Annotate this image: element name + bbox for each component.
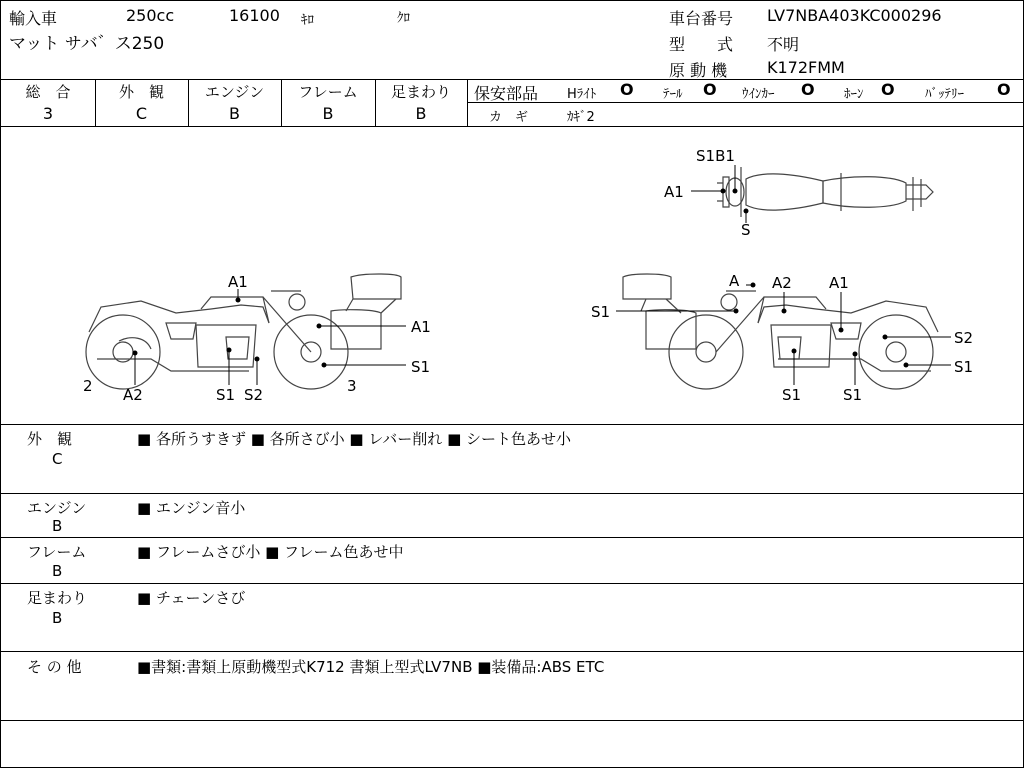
note-frame [1,538,1023,583]
note-text: ■ チェーンさび [137,589,246,607]
winker-mark: O [801,80,815,99]
note-suspension [1,584,1023,651]
engine-no-label: 原 動 機 [669,61,728,80]
suspension-label: 足まわり [390,83,451,101]
mark-left-s1: S1 [216,386,236,404]
engine-label: エンジン [204,83,265,101]
displacement: 250cc [126,6,175,25]
model-type: 不明 [767,35,800,54]
engine-grade: B [229,104,240,123]
note-exterior [1,425,1023,493]
frame-no: LV7NBA403KC000296 [767,6,942,25]
note-label: フレーム [27,543,87,561]
mark-right-s2: S2 [954,329,974,347]
mileage-unit: ｷﾛ [301,13,314,28]
note-label: 外 観 [27,430,73,448]
mark-right-a: A [729,272,740,290]
top-view-bike [717,167,933,217]
battery-mark: O [997,80,1011,99]
note-other [1,652,1023,720]
mark-top-s: S [741,221,751,239]
left-side-bike [86,274,401,389]
tail-label: ﾃｰﾙ [663,87,683,102]
mark-top-s1b1: S1B1 [696,147,735,165]
import-label: 輸入車 [9,9,58,28]
mileage: 16100 [229,6,280,25]
mark-left-s1-right: S1 [411,358,431,376]
note-label: 足まわり [27,589,88,607]
frame-label: フレーム [298,83,358,101]
engine-no: K172FMM [767,58,845,77]
mark-right-a2: A2 [772,274,792,292]
overall-label: 総 合 [25,83,71,101]
frame-no-label: 車台番号 [669,9,734,28]
model-type-label: 型 式 [669,35,734,54]
mark-left-a2: A2 [123,386,143,404]
mark-right-s1-left: S1 [591,303,611,321]
frame-grade: B [322,104,334,123]
mark-right-s1-a: S1 [782,386,802,404]
headlight-mark: O [620,80,634,99]
note-grade: B [52,562,63,580]
color: ｸﾛ [397,11,410,26]
exterior-grade: C [135,104,148,123]
overall-grade: 3 [42,104,54,123]
note-engine [1,494,1023,537]
mark-left-s2: S2 [244,386,264,404]
mark-right-s1-b: S1 [843,386,863,404]
note-text: ■書類:書類上原動機型式K712 書類上型式LV7NB ■装備品:ABS ETC [137,658,605,676]
headlight-label: Hﾗｲﾄ [567,87,597,102]
mark-left-2: 2 [83,377,93,395]
note-grade: B [52,517,63,535]
winker-label: ｳｲﾝｶｰ [742,87,775,102]
note-text: ■ フレームさび小 ■ フレーム色あせ中 [137,543,404,561]
tail-mark: O [703,80,717,99]
mark-top-a1: A1 [664,183,684,201]
mark-left-3: 3 [347,377,357,395]
exterior-label: 外 観 [118,83,164,101]
mark-right-a1: A1 [829,274,849,292]
model-name: マット サバ゛ス250 [9,34,165,54]
battery-label: ﾊﾞｯﾃﾘｰ [925,87,964,102]
note-text: ■ エンジン音小 [137,499,246,517]
mark-left-a1-right: A1 [411,318,431,336]
note-label: そ の 他 [27,658,82,676]
mark-left-a1-top: A1 [228,273,248,291]
key-label: カ ギ [489,110,529,125]
note-text: ■ 各所うすきず ■ 各所さび小 ■ レバー削れ ■ シート色あせ小 [137,430,572,448]
horn-mark: O [881,80,895,99]
safety-label: 保安部品 [474,84,539,103]
damage-diagram [1,127,1023,424]
suspension-grade: B [415,104,427,123]
note-grade: C [52,450,63,468]
key-value: ｶｷﾞ2 [567,110,595,125]
mark-right-s1-right: S1 [954,358,974,376]
horn-label: ﾎｰﾝ [844,87,864,102]
note-label: エンジン [27,499,87,517]
note-grade: B [52,609,63,627]
